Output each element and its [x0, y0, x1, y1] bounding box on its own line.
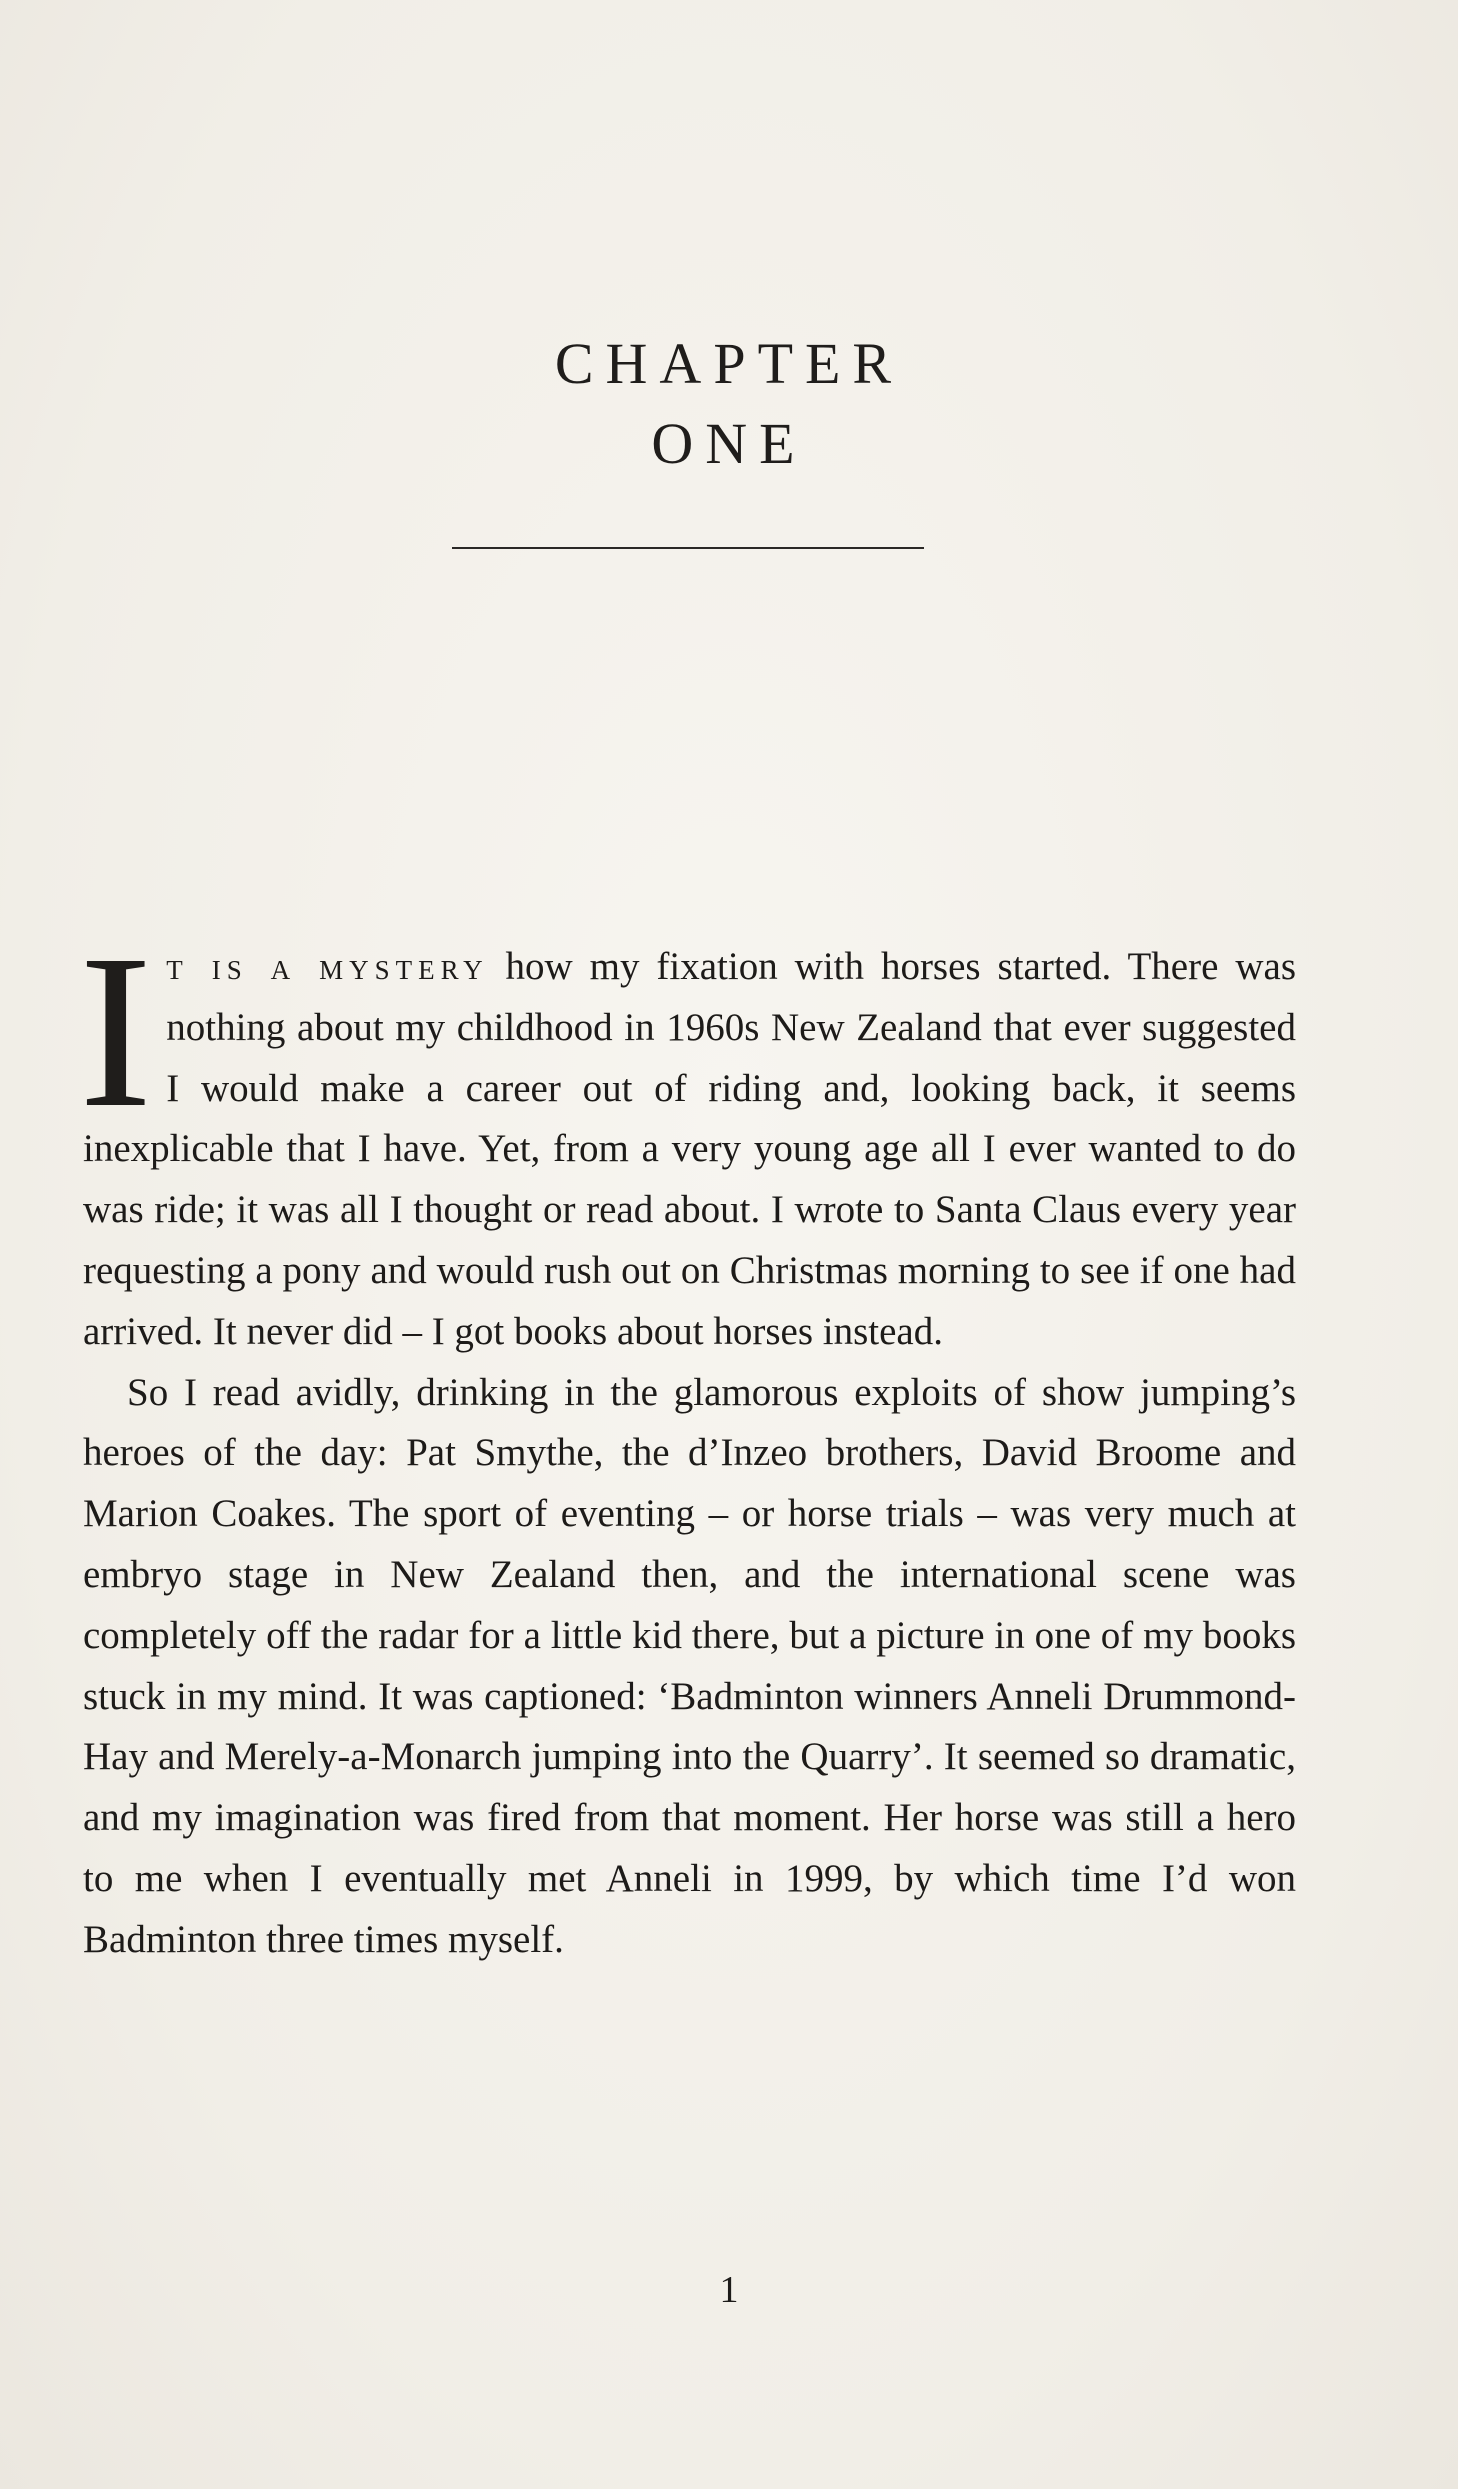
drop-cap: I	[79, 909, 153, 1153]
chapter-heading-rule	[452, 547, 924, 549]
chapter-body-text	[79, 909, 1296, 1971]
page-number: 1	[719, 2269, 739, 2311]
chapter-label: CHAPTER	[554, 331, 904, 396]
opening-small-caps: t is a mystery	[166, 945, 489, 988]
chapter-number: ONE	[651, 411, 807, 476]
paragraph-1	[79, 909, 1296, 1363]
paragraph-2: So I read avidly, drinking in the glamorous exploits of show jumping’s heroes of the day: Pat Smythe, the d’Inzeo brothers, David Broome and Marion Coakes. The sport of eventing – or horse trials – was very much at embryo stage in New Zealand then, and the international scene was completely off the radar for a little kid there, but a picture in one of my books stuck in my mind. It was captioned: ‘Badminton winners Anneli Drummond-Hay and Merely-a-Monarch jumping into the Quarry’. It seemed so dramatic, and my imagination was fired from that moment. Her horse was still a hero to me when I eventually met Anneli in 1999, by which time I’d won Badminton three times myself.	[83, 1370, 1296, 1961]
paragraph-1-text: how my fixation with horses started. There was nothing about my childhood in 1960s New Zealand that ever suggested I would make a career out of riding and, looking back, it seems inexplicable that I have. Yet, from a very young age all I ever wanted to do was ride; it was all I thought or read about. I wrote to Santa Claus every year requesting a pony and would rush out on Christmas morning to see if one had arrived. It never did – I got books about horses instead.	[83, 945, 1296, 1353]
